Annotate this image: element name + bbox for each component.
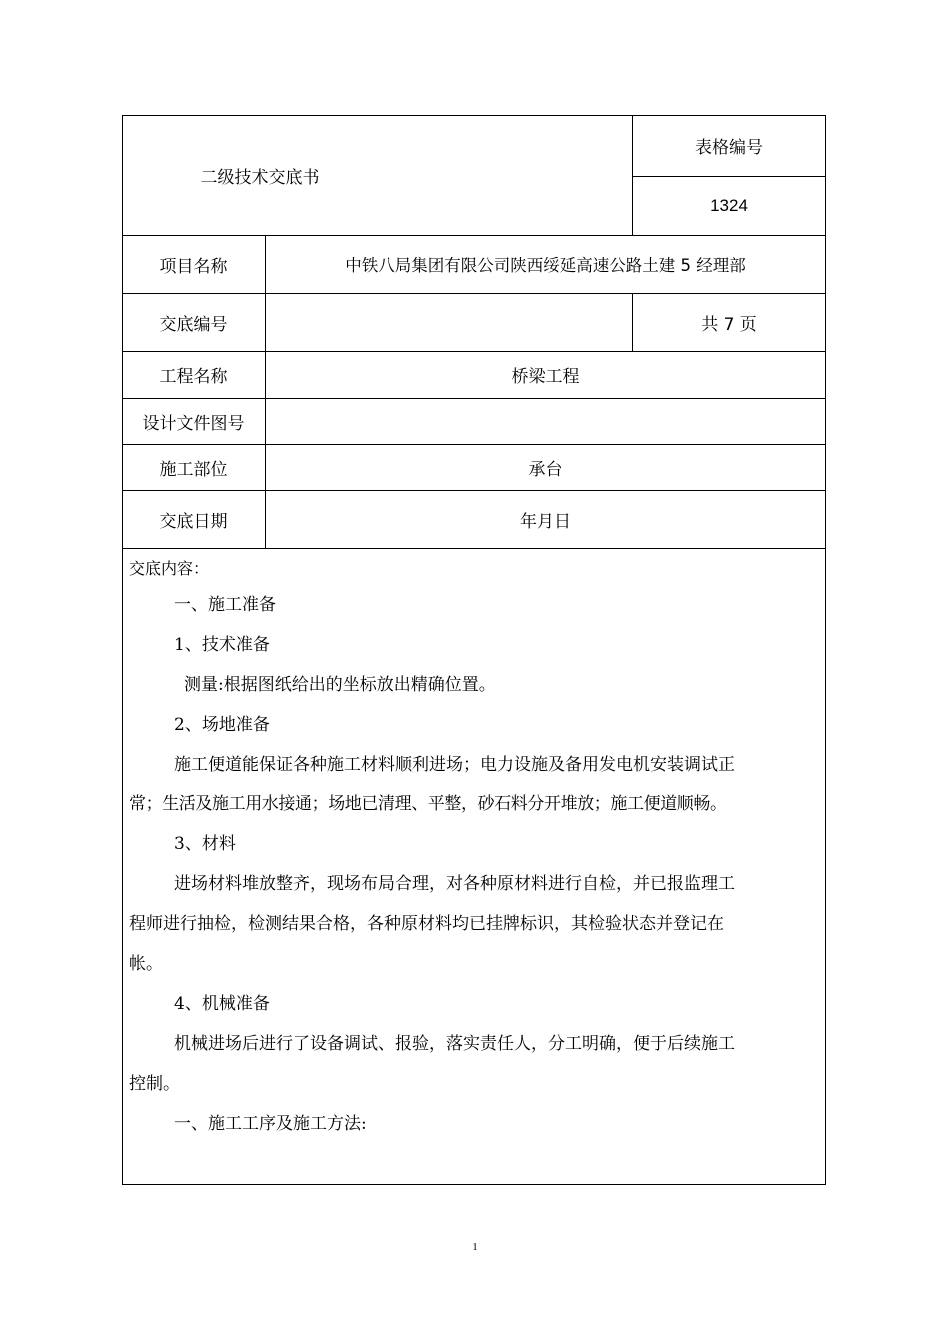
row-divider xyxy=(122,548,826,549)
form-title: 二级技术交底书 xyxy=(200,168,320,188)
form-number-value: 1324 xyxy=(710,195,748,215)
project-name-label: 项目名称 xyxy=(159,256,228,277)
paragraph-line: 常；生活及施工用水接通；场地已清理、平整，砂石料分开堆放；施工便道顺畅。 xyxy=(129,794,727,814)
disclosure-number-label: 交底编号 xyxy=(159,314,228,335)
disclosure-date-value: 年月日 xyxy=(520,511,571,532)
construction-part-label: 施工部位 xyxy=(159,459,228,480)
disclosure-number-value xyxy=(265,293,632,351)
subsection-heading: 3、材料 xyxy=(174,834,236,854)
page-count: 共 7 页 xyxy=(701,314,757,335)
engineering-name-label: 工程名称 xyxy=(159,367,228,387)
paragraph-line: 施工便道能保证各种施工材料顺利进场；电力设施及备用发电机安装调试正 xyxy=(174,755,735,775)
paragraph-line: 控制。 xyxy=(129,1074,180,1094)
subsection-heading: 4、机械准备 xyxy=(174,994,270,1014)
content-heading: 交底内容： xyxy=(129,559,210,578)
subsection-heading: 1、技术准备 xyxy=(174,635,270,655)
construction-part-value: 承台 xyxy=(528,459,563,480)
disclosure-date-label: 交底日期 xyxy=(159,511,228,532)
subsection-heading: 2、场地准备 xyxy=(174,715,270,735)
paragraph-line: 帐。 xyxy=(129,954,163,974)
design-document-value xyxy=(265,398,826,444)
project-name-value: 中铁八局集团有限公司陕西绥延高速公路土建 5 经理部 xyxy=(345,256,746,275)
section-heading: 一、施工工序及施工方法: xyxy=(174,1114,367,1134)
section-heading: 一、施工准备 xyxy=(174,595,276,615)
paragraph-line: 测量:根据图纸给出的坐标放出精确位置。 xyxy=(184,675,496,695)
form-number-label: 表格编号 xyxy=(695,138,763,158)
paragraph-line: 程师进行抽检，检测结果合格，各种原材料均已挂牌标识，其检验状态并登记在 xyxy=(129,914,724,934)
paragraph-line: 机械进场后进行了设备调试、报验，落实责任人，分工明确，便于后续施工 xyxy=(174,1034,735,1054)
design-document-label: 设计文件图号 xyxy=(142,413,245,434)
paragraph-line: 进场材料堆放整齐，现场布局合理，对各种原材料进行自检，并已报监理工 xyxy=(174,874,735,894)
page-number: 1 xyxy=(472,1241,478,1253)
engineering-name-value: 桥梁工程 xyxy=(511,367,580,387)
